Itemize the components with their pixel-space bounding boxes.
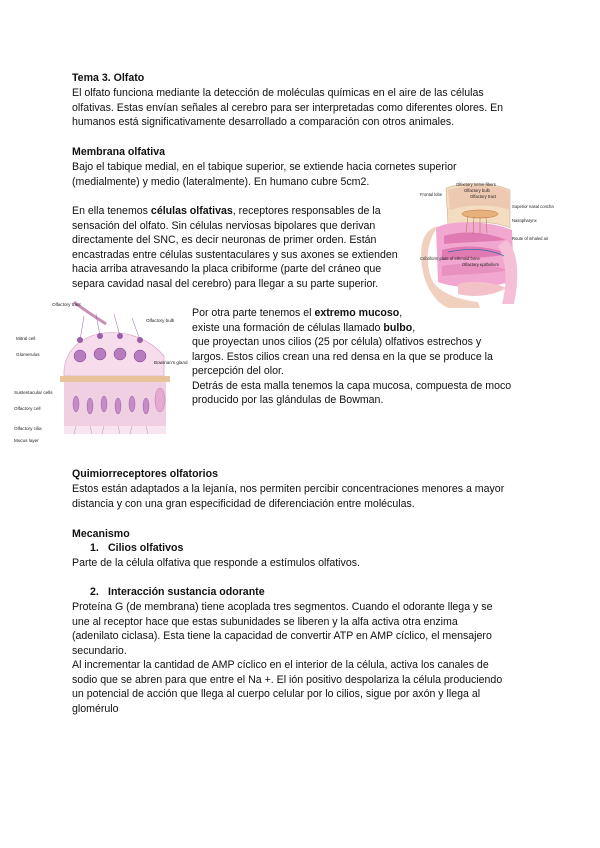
text-line: Proteína G (de membrana) tiene acoplada tres segmentos. Cuando el odorante llega y se [72,601,493,613]
label-mitral-cell: Mitral cell [16,336,36,341]
label-frontal-lobe: Frontal lobe [420,192,443,197]
bold-term: extremo mucoso [314,307,400,319]
text-line: producido por las glándulas de Bowman. [192,394,384,406]
text-line: Al incrementar la cantidad de AMP cíclico en el interior de la célula, activa los canales de [72,659,489,671]
text-line: secundario. [72,644,127,657]
text-line: El olfato funciona mediante la detección de moléculas químicas en el aire de las células [72,87,484,99]
text-line: une al receptor hace que estas subunidades se liberen y la alfa activa otra enzima [72,615,458,628]
extremo-paragraph [192,306,511,408]
olfactory-epithelium-figure [14,296,186,448]
mecanismo-paragraph [72,600,502,716]
text-line: directamente del SNC, es decir neuronas de primer orden. Están [72,234,377,246]
document-title: Tema 3. Olfato [72,72,145,84]
label-olfactory-bulb: Olfactory bulb [146,318,175,323]
text-line: Estos están adaptados a la lejanía, nos permiten percibir concentraciones menores a mayor [72,483,505,495]
label-olf-bulb: Olfactory bulb [464,188,490,193]
text-line: humanos está significativamente desarrollado a comparación con otros animales. [72,116,455,128]
label-mucus-layer: Mucus layer [14,438,39,443]
text-line: separa cavidad nasal del cerebro) para llegar a su parte superior. [72,277,379,290]
text-line: sensación del olfato. Sin células nerviosas bipolares que derivan [72,219,376,232]
label-olfactory-cell: Olfactory cell [14,406,41,411]
section-heading-membrana: Membrana olfativa [72,146,166,158]
text-line: Por otra parte tenemos el extremo mucoso, [192,307,403,319]
label-cribriform: Cribriform plate of ethmoid bone [420,256,480,261]
label-sup-nasal-concha: Superior nasal concha [512,204,554,209]
text-line: En ella tenemos células olfativas, receptores responsables de la [72,205,381,217]
text-line: hacia arriba atravesando la placa cribiforme (parte del cráneo que [72,263,382,275]
bold-term: bulbo [383,321,413,334]
celulas-paragraph [72,204,398,291]
text-line: encastradas entre células sustentaculares y sus axones se extienden [72,248,398,261]
text-line: (adenilato ciclasa). Esta tiene la capacidad de convertir ATP en AMP cíclico, el mensajero [72,630,492,642]
text-line: olfativas. Estas envían señales al cerebro para ser interpretadas como diferentes olores. En [72,101,504,114]
label-sustentacular-cells: Sustentacular cells [14,390,53,395]
list-item-title-2: Interacción sustancia odorante [108,586,265,598]
list-item-text-1: Parte de la célula olfativa que responde a estímulos olfativos. [72,557,360,569]
text-line: Detrás de esta malla tenemos la capa mucosa, compuesta de moco [192,379,512,392]
section-heading-quimio: Quimiorreceptores olfatorios [72,468,218,480]
text-line: que proyectan unos cilios (25 por célula) olfativos estrechos y [192,336,482,348]
text-line: existe una formación de células llamado bulbo, [192,321,416,334]
text-line: percepción del olor. [192,365,284,377]
label-olf-epithelium: Olfactory epithelium [462,262,500,267]
label-nasopharynx: Nasopharynx [512,218,537,223]
label-bowman-gland: Bowman's gland [154,360,188,365]
intro-paragraph [72,86,503,130]
nasal-cavity-figure [418,180,554,308]
section-heading-mecanismo: Mecanismo [72,528,130,540]
label-route-of-air: Route of inhaled air [512,236,549,241]
text-line: (medialmente) y medio (lateralmente). En humano cubre 5cm2. [72,175,370,188]
quimio-paragraph [72,482,504,511]
label-olf-tract: Olfactory tract [470,194,497,199]
text-line: un potencial de acción que llega al cuerpo celular por lo cilios, sigue por axón y llega al [72,688,481,700]
text-line: distancia y con una gran especificidad de diferenciación entre moléculas. [72,497,415,510]
text-line: sodio que se abren para que entre el Na +. El ión positivo despolariza la célula produciendo [72,673,503,686]
bold-term: células olfativas [150,205,233,217]
label-glomerulus: Glomerulus [16,352,40,357]
list-item-title-1: Cilios olfativos [108,542,184,554]
list-number-2: 2. [90,586,99,598]
label-olf-nerve-fibers: Olfactory nerve fibers [456,182,496,187]
label-olfactory-cilia: Olfactory cilia [14,426,42,431]
text-line: largos. Estos cilios crean una red densa en la que se produce la [192,350,493,363]
list-number-1: 1. [90,542,99,554]
membrana-paragraph [72,160,457,189]
text-line: Bajo el tabique medial, en el tabique superior, se extiende hacia cornetes superior [72,161,457,173]
text-line: glomérulo [72,702,119,715]
label-olfactory-tract: Olfactory tract [52,302,81,307]
